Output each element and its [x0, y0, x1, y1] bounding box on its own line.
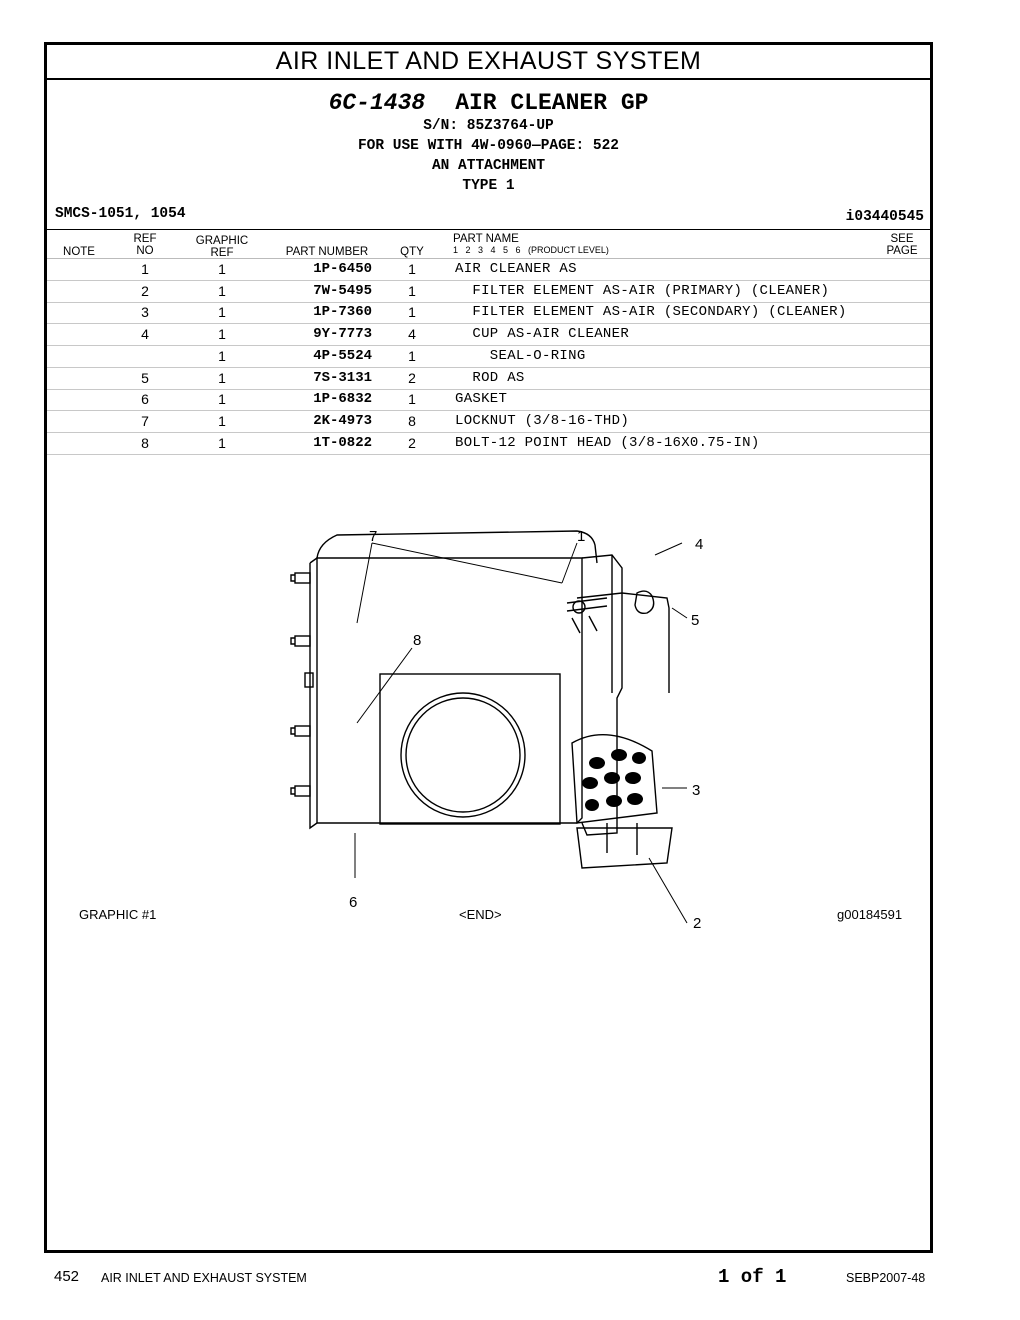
- ref-no-cell: 4: [141, 326, 149, 343]
- inlet-tube-outer: [401, 693, 525, 817]
- col-graphic-ref-line2: REF: [210, 247, 234, 259]
- qty-cell: 1: [408, 261, 416, 277]
- ref-no-cell: 1: [141, 261, 149, 277]
- part-name-cell: CUP AS-AIR CLEANER: [455, 326, 630, 343]
- part-name-cell: ROD AS: [455, 369, 525, 386]
- ref-no-cell: 7: [141, 412, 149, 429]
- part-number-title: 6C-1438: [328, 90, 426, 116]
- part-name-cell: FILTER ELEMENT AS-AIR (SECONDARY) (CLEANER): [455, 304, 847, 321]
- illustration-id: i03440545: [845, 209, 924, 225]
- callout-3: 3: [692, 782, 701, 799]
- ref-no-cell: 6: [141, 391, 149, 408]
- qty-cell: 4: [408, 326, 416, 343]
- qty-cell: 1: [408, 347, 416, 364]
- table-row: [47, 302, 930, 324]
- housing-body: [317, 558, 582, 823]
- table-row: [47, 368, 930, 390]
- qty-cell: 2: [408, 434, 416, 451]
- table-row: [47, 433, 930, 455]
- qty-cell: 1: [408, 391, 416, 408]
- graphic-ref-cell: 1: [218, 434, 226, 451]
- serial-number: S/N: 85Z3764-UP: [423, 118, 554, 134]
- ref-no-cell: 8: [141, 434, 149, 451]
- part-name-cell: BOLT-12 POINT HEAD (3/8-16X0.75-IN): [455, 434, 760, 451]
- col-see-page: [877, 233, 927, 257]
- part-number-cell: 1T-0822: [313, 434, 372, 451]
- callout-labels: [349, 528, 703, 932]
- section-title: AIR INLET AND EXHAUST SYSTEM: [47, 45, 930, 80]
- graphic-ref-cell: 1: [218, 369, 226, 386]
- graphic-ref-cell: 1: [218, 304, 226, 321]
- col-ref-no-line2: NO: [136, 245, 154, 257]
- graphic-ref-cell: 1: [218, 391, 226, 408]
- graphic-ref-cell: 1: [218, 261, 226, 277]
- part-number-cell: 9Y-7773: [313, 326, 372, 343]
- qty-cell: 2: [408, 369, 416, 386]
- ref-no-cell: 2: [141, 282, 149, 299]
- qty-cell: 1: [408, 304, 416, 321]
- qty-cell: 1: [408, 282, 416, 299]
- col-note: NOTE: [63, 246, 95, 258]
- graphic-ref-cell: 1: [218, 282, 226, 299]
- callout-8: 8: [413, 632, 422, 649]
- part-name-cell: LOCKNUT (3/8-16-THD): [455, 412, 630, 429]
- primary-element: [577, 828, 672, 868]
- col-graphic-ref: [187, 235, 257, 259]
- col-ref-no-line1: REF: [133, 233, 157, 245]
- part-number-cell: 1P-6450: [313, 261, 372, 277]
- footer-page-number: 452: [54, 1268, 80, 1285]
- part-name-cell: AIR CLEANER AS: [455, 261, 577, 277]
- footer-page-of: 1 of 1: [718, 1266, 787, 1288]
- graphic-ref-cell: 1: [218, 412, 226, 429]
- footer-section: AIR INLET AND EXHAUST SYSTEM: [101, 1271, 307, 1285]
- part-name-cell: GASKET: [455, 391, 508, 408]
- table-row: [47, 281, 930, 303]
- col-product-levels: 1 2 3 4 5 6 (PRODUCT LEVEL): [453, 245, 609, 255]
- part-title: [47, 90, 930, 116]
- part-name-title: AIR CLEANER GP: [455, 90, 649, 116]
- col-ref-no: [125, 233, 165, 257]
- part-name-cell: SEAL-O-RING: [455, 347, 586, 364]
- callout-1: 1: [577, 528, 586, 545]
- table-row: [47, 324, 930, 346]
- part-name-cell: FILTER ELEMENT AS-AIR (PRIMARY) (CLEANER): [455, 282, 830, 299]
- left-flange: [310, 558, 317, 828]
- col-part-number: PART NUMBER: [285, 246, 369, 258]
- header-top-rule: [47, 229, 930, 230]
- col-graphic-ref-line1: GRAPHIC: [195, 235, 249, 247]
- callout-5: 5: [691, 612, 700, 629]
- part-number-cell: 4P-5524: [313, 347, 372, 364]
- table-row: [47, 259, 930, 281]
- smcs-codes: SMCS-1051, 1054: [55, 206, 186, 222]
- part-number-cell: 1P-6832: [313, 391, 372, 408]
- table-row: [47, 389, 930, 411]
- callout-4: 4: [695, 536, 704, 553]
- inlet-tube-inner: [406, 698, 520, 812]
- graphic-ref-cell: 1: [218, 347, 226, 364]
- callout-6: 6: [349, 894, 358, 911]
- col-part-name: PART NAME: [453, 233, 519, 245]
- ref-no-cell: 3: [141, 304, 149, 321]
- page-frame: [44, 42, 933, 1253]
- part-number-cell: 1P-7360: [313, 304, 372, 321]
- perforations: [582, 749, 646, 811]
- qty-cell: 8: [408, 412, 416, 429]
- type-line: TYPE 1: [462, 178, 515, 194]
- col-see-page-line1: SEE: [890, 233, 914, 245]
- graphic-ref-cell: 1: [218, 326, 226, 343]
- ref-no-cell: 5: [141, 369, 149, 386]
- graphic-label: GRAPHIC #1: [79, 907, 157, 922]
- part-number-cell: 2K-4973: [313, 412, 372, 429]
- footer-doc-id: SEBP2007-48: [846, 1271, 926, 1285]
- callout-2: 2: [693, 915, 702, 932]
- col-qty: QTY: [400, 246, 424, 258]
- part-number-cell: 7W-5495: [313, 282, 372, 299]
- table-row: [47, 411, 930, 433]
- callout-7: 7: [369, 528, 378, 545]
- table-row: [47, 346, 930, 368]
- graphic-id: g00184591: [837, 907, 903, 922]
- use-with-line: FOR USE WITH 4W-0960—PAGE: 522: [357, 138, 620, 154]
- part-number-cell: 7S-3131: [313, 369, 372, 386]
- end-label: <END>: [459, 907, 502, 922]
- col-see-page-line2: PAGE: [886, 245, 918, 257]
- attachment-line: AN ATTACHMENT: [431, 158, 546, 174]
